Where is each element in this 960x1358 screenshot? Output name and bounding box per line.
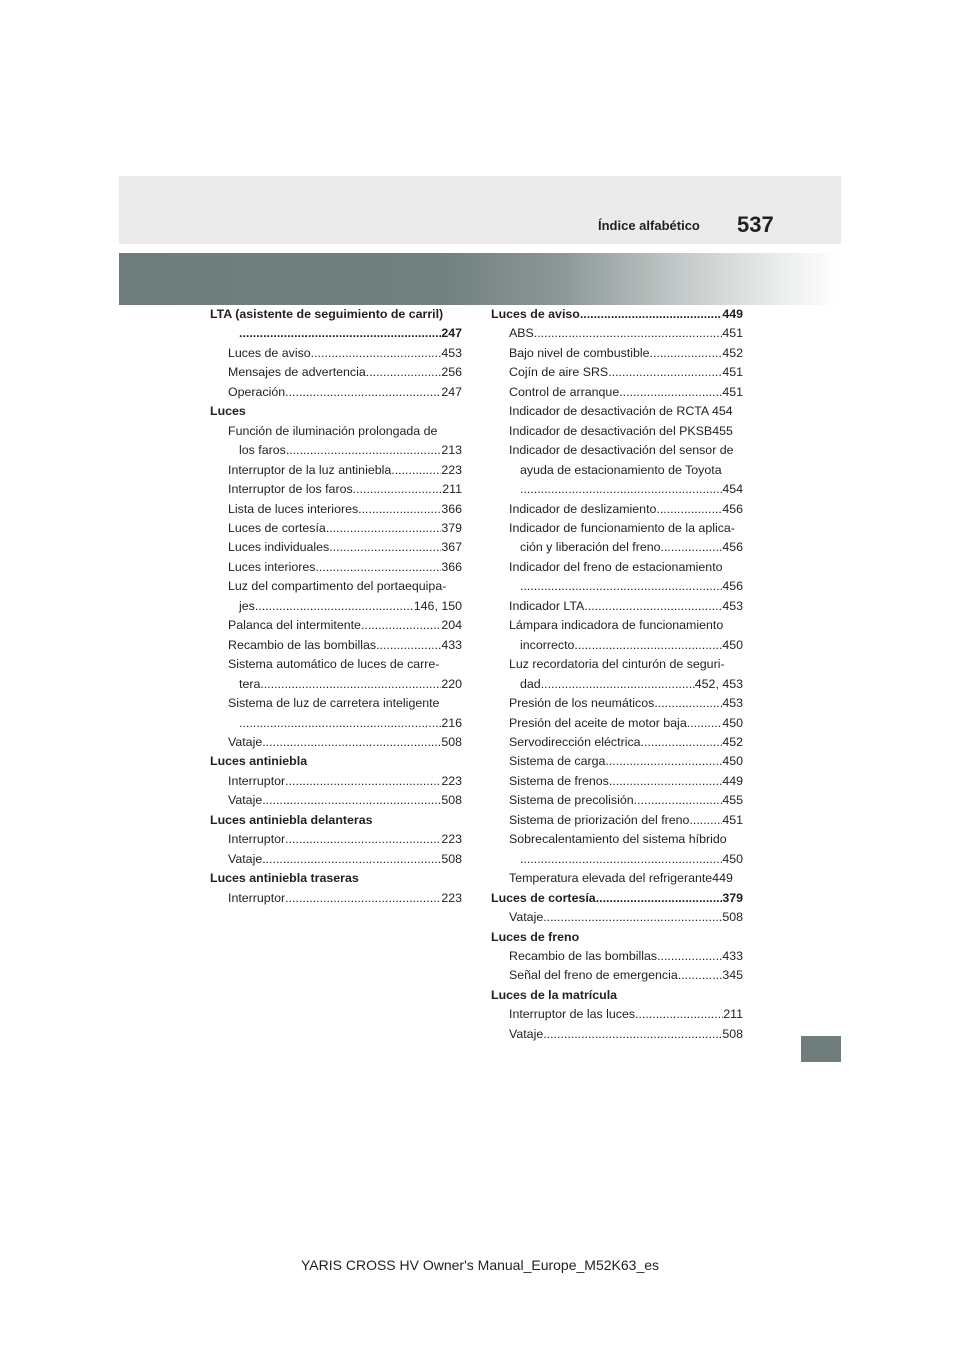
entry-text: Cojín de aire SRS xyxy=(509,365,609,380)
dot-leader xyxy=(654,694,722,713)
page-ref[interactable]: 456 xyxy=(722,540,743,555)
entry-text: Mensajes de advertencia xyxy=(228,365,366,380)
page-footer: YARIS CROSS HV Owner's Manual_Europe_M52K63_es xyxy=(300,1257,660,1273)
page-ref[interactable]: 223 xyxy=(441,890,462,905)
page-ref[interactable]: 223 xyxy=(441,462,462,477)
page-ref[interactable]: 146, 150 xyxy=(413,598,462,613)
entry-text: Interruptor xyxy=(228,773,286,788)
entry-text: incorrecto xyxy=(520,637,575,652)
index-entry[interactable] xyxy=(491,1025,743,1044)
entry-text: Vataje xyxy=(509,1026,544,1041)
dot-leader xyxy=(326,519,442,538)
chapter-thumb-tab[interactable] xyxy=(801,1036,841,1062)
index-entry[interactable] xyxy=(491,966,743,985)
index-entry[interactable] xyxy=(210,850,462,869)
index-entry[interactable] xyxy=(491,694,743,713)
entry-text: dad xyxy=(520,676,541,691)
index-entry[interactable] xyxy=(210,597,462,616)
page-ref[interactable]: 256 xyxy=(441,365,462,380)
page-ref[interactable]: 433 xyxy=(441,637,462,652)
index-entry: Indicador de desactivación del PKSB455 xyxy=(509,423,733,438)
dot-leader xyxy=(285,383,441,402)
dot-leader xyxy=(584,597,722,616)
entry-text: Indicador de deslizamiento xyxy=(509,501,657,516)
dot-leader xyxy=(315,558,441,577)
index-entry: Función de iluminación prolongada de xyxy=(228,423,438,438)
page-ref[interactable]: 508 xyxy=(722,1026,743,1041)
index-entry[interactable] xyxy=(210,441,462,460)
index-heading[interactable] xyxy=(491,305,743,324)
page-ref[interactable]: 247 xyxy=(441,384,462,399)
dot-leader xyxy=(609,772,722,791)
index-entry[interactable] xyxy=(491,714,743,733)
index-entry[interactable] xyxy=(210,714,462,733)
page-ref[interactable]: 452, 453 xyxy=(694,676,743,691)
dot-leader xyxy=(634,791,723,810)
dot-leader xyxy=(262,733,441,752)
page-ref[interactable]: 456 xyxy=(722,579,743,594)
page-ref[interactable]: 454 xyxy=(722,482,743,497)
page-ref[interactable]: 223 xyxy=(441,773,462,788)
page-ref[interactable]: 433 xyxy=(722,948,743,963)
entry-text: Vataje xyxy=(228,734,263,749)
dot-leader xyxy=(657,947,722,966)
index-heading: LTA (asistente de seguimiento de carril) xyxy=(210,307,444,321)
entry-text: Interruptor de los faros xyxy=(228,482,353,497)
entry-text: Bajo nivel de combustible xyxy=(509,345,650,360)
entry-text: Indicador LTA xyxy=(509,598,585,613)
page-ref[interactable]: 451 xyxy=(722,365,743,380)
index-entry: Temperatura elevada del refrigerante449 xyxy=(509,871,733,886)
page-ref[interactable]: 366 xyxy=(441,559,462,574)
page-ref[interactable]: 452 xyxy=(722,734,743,749)
page-ref[interactable]: 453 xyxy=(722,598,743,613)
entry-text: Operación xyxy=(228,384,286,399)
index-entry[interactable] xyxy=(210,500,462,519)
entry-text: Sistema de priorización del freno xyxy=(509,812,690,827)
dot-leader xyxy=(361,616,441,635)
dot-leader xyxy=(687,714,723,733)
entry-text: jes xyxy=(239,598,255,613)
index-entry[interactable] xyxy=(491,538,743,557)
index-heading: Luces de la matrícula xyxy=(491,987,618,1002)
entry-text: Interruptor de la luz antiniebla xyxy=(228,462,392,477)
dot-leader xyxy=(541,675,695,694)
page-ref[interactable]: 451 xyxy=(722,384,743,399)
page-ref[interactable]: 450 xyxy=(722,715,743,730)
dot-leader xyxy=(661,538,723,557)
dot-leader xyxy=(366,363,442,382)
page-ref[interactable]: 453 xyxy=(441,345,462,360)
page-ref[interactable]: 449 xyxy=(722,307,743,321)
dot-leader xyxy=(641,733,723,752)
index-entry[interactable] xyxy=(491,344,743,363)
index-column-left xyxy=(210,305,462,908)
index-entry: Indicador de desactivación de RCTA 454 xyxy=(509,404,733,419)
entry-text: tera xyxy=(239,676,261,691)
index-entry[interactable] xyxy=(210,636,462,655)
index-entry[interactable] xyxy=(210,519,462,538)
dot-leader xyxy=(543,1025,722,1044)
index-heading: Luces xyxy=(210,404,246,419)
index-entry[interactable] xyxy=(491,947,743,966)
index-column-right xyxy=(491,305,743,1044)
section-title: Índice alfabético xyxy=(598,218,700,233)
page-ref[interactable]: 450 xyxy=(722,851,743,866)
dot-leader xyxy=(239,714,441,733)
entry-text: Servodirección eléctrica xyxy=(509,734,641,749)
index-entry[interactable] xyxy=(210,772,462,791)
entry-text: Vataje xyxy=(228,851,263,866)
entry-text: Sistema de precolisión xyxy=(509,793,634,808)
dot-leader xyxy=(262,791,441,810)
dot-leader xyxy=(656,500,722,519)
index-heading: Luces antiniebla xyxy=(210,754,308,769)
index-entry[interactable] xyxy=(491,500,743,519)
entry-text: Sistema de carga xyxy=(509,754,606,769)
index-entry: Indicador del freno de estacionamiento xyxy=(509,559,723,574)
index-entry[interactable] xyxy=(210,830,462,849)
entry-text: Luces de aviso xyxy=(228,345,311,360)
index-entry[interactable] xyxy=(210,889,462,908)
dot-leader xyxy=(285,830,441,849)
dot-leader xyxy=(286,441,441,460)
index-heading: Luces de freno xyxy=(491,929,580,944)
entry-text: Señal del freno de emergencia xyxy=(509,968,678,983)
index-entry[interactable] xyxy=(210,461,462,480)
entry-text: Recambio de las bombillas xyxy=(509,948,658,963)
page-ref[interactable]: 367 xyxy=(441,540,462,555)
entry-text: Interruptor xyxy=(228,832,286,847)
index-entry: Indicador de funcionamiento de la aplica- xyxy=(509,520,735,535)
page-ref[interactable]: 213 xyxy=(441,443,462,458)
page-ref[interactable]: 450 xyxy=(722,754,743,769)
dot-leader xyxy=(650,344,723,363)
page-ref[interactable]: 449 xyxy=(722,773,743,788)
index-heading[interactable] xyxy=(210,324,462,343)
index-entry[interactable] xyxy=(210,363,462,382)
dot-leader xyxy=(596,889,723,908)
dot-leader xyxy=(260,675,441,694)
index-entry[interactable] xyxy=(491,597,743,616)
entry-text: Luces de cortesía xyxy=(491,890,596,905)
page-ref[interactable]: 451 xyxy=(722,326,743,341)
index-entry[interactable] xyxy=(491,480,743,499)
index-entry[interactable] xyxy=(491,733,743,752)
index-entry: Sistema automático de luces de carre- xyxy=(228,657,440,672)
dot-leader xyxy=(358,500,441,519)
dot-leader xyxy=(543,908,722,927)
dot-leader xyxy=(605,752,722,771)
dot-leader xyxy=(678,966,723,985)
dot-leader xyxy=(285,889,441,908)
page-ref[interactable]: 508 xyxy=(441,851,462,866)
index-entry[interactable] xyxy=(491,1005,743,1024)
page-ref[interactable]: 220 xyxy=(441,676,462,691)
header-gradient-bar xyxy=(119,253,841,305)
index-entry[interactable] xyxy=(491,811,743,830)
entry-text: Lista de luces interiores xyxy=(228,501,359,516)
entry-text: los faros xyxy=(239,443,286,458)
index-entry[interactable] xyxy=(210,675,462,694)
dot-leader xyxy=(520,850,722,869)
page-ref[interactable]: 450 xyxy=(722,637,743,652)
dot-leader xyxy=(285,772,441,791)
index-heading[interactable] xyxy=(491,889,743,908)
index-entry[interactable] xyxy=(491,791,743,810)
dot-leader xyxy=(534,324,723,343)
page-ref[interactable]: 456 xyxy=(722,501,743,516)
page-ref[interactable]: 211 xyxy=(442,482,462,497)
entry-text: Presión de los neumáticos xyxy=(509,696,655,711)
index-entry[interactable] xyxy=(210,383,462,402)
dot-leader xyxy=(520,577,722,596)
entry-text: Control de arranque xyxy=(509,384,620,399)
index-entry: Sistema de luz de carretera inteligente xyxy=(228,696,440,711)
dot-leader xyxy=(391,461,441,480)
dot-leader xyxy=(329,538,441,557)
index-entry: Sobrecalentamiento del sistema híbrido xyxy=(509,832,727,847)
index-entry: ayuda de estacionamiento de Toyota xyxy=(520,462,722,477)
dot-leader xyxy=(353,480,443,499)
dot-leader xyxy=(255,597,414,616)
page-ref[interactable]: 508 xyxy=(441,734,462,749)
index-entry[interactable] xyxy=(491,908,743,927)
entry-text: Interruptor de las luces xyxy=(509,1007,636,1022)
entry-text: Luces de cortesía xyxy=(228,520,326,535)
index-entry[interactable] xyxy=(210,733,462,752)
page-ref[interactable]: 508 xyxy=(722,910,743,925)
index-entry[interactable] xyxy=(210,558,462,577)
entry-text: Luces individuales xyxy=(228,540,330,555)
dot-leader xyxy=(262,850,441,869)
index-entry[interactable] xyxy=(491,772,743,791)
header-band xyxy=(119,176,841,244)
entry-text: Sistema de frenos xyxy=(509,773,609,788)
entry-text: Luces de aviso xyxy=(491,307,580,321)
index-entry[interactable] xyxy=(210,538,462,557)
page-ref[interactable]: 453 xyxy=(722,696,743,711)
page-ref[interactable]: 452 xyxy=(722,345,743,360)
dot-leader xyxy=(520,480,722,499)
index-entry[interactable] xyxy=(210,344,462,363)
dot-leader xyxy=(574,636,722,655)
index-entry[interactable] xyxy=(210,791,462,810)
entry-text: Palanca del intermitente xyxy=(228,618,361,633)
page-ref[interactable]: 379 xyxy=(722,890,743,905)
page-ref[interactable]: 345 xyxy=(722,968,743,983)
page-number: 537 xyxy=(737,212,774,237)
dot-leader xyxy=(689,811,722,830)
index-entry[interactable] xyxy=(210,616,462,635)
index-entry[interactable] xyxy=(491,324,743,343)
index-entry[interactable] xyxy=(491,752,743,771)
dot-leader xyxy=(635,1005,723,1024)
entry-text: Presión del aceite de motor baja xyxy=(509,715,687,730)
page-ref[interactable]: 508 xyxy=(441,793,462,808)
entry-text: Recambio de las bombillas xyxy=(228,637,377,652)
index-entry[interactable] xyxy=(491,577,743,596)
index-heading: Luces antiniebla delanteras xyxy=(210,812,373,827)
page-ref[interactable]: 211 xyxy=(723,1007,743,1022)
index-entry[interactable] xyxy=(210,480,462,499)
dot-leader xyxy=(580,305,722,324)
index-entry: Luz recordatoria del cinturón de seguri- xyxy=(509,657,725,672)
dot-leader xyxy=(376,636,441,655)
dot-leader xyxy=(239,324,441,343)
dot-leader xyxy=(619,383,722,402)
index-entry: Indicador de desactivación del sensor de xyxy=(509,443,734,458)
dot-leader xyxy=(608,363,722,382)
index-entry[interactable] xyxy=(491,383,743,402)
page-ref[interactable]: 216 xyxy=(441,715,462,730)
index-heading: Luces antiniebla traseras xyxy=(210,871,359,886)
entry-text: ción y liberación del freno xyxy=(520,540,661,555)
entry-text: Vataje xyxy=(509,910,544,925)
page-ref[interactable]: 366 xyxy=(441,501,462,516)
index-entry[interactable] xyxy=(491,636,743,655)
page-ref[interactable]: 247 xyxy=(441,326,462,341)
dot-leader xyxy=(311,344,442,363)
index-entry[interactable] xyxy=(491,675,743,694)
page-ref[interactable]: 379 xyxy=(441,520,462,535)
index-entry: Luz del compartimento del portaequipa- xyxy=(228,579,447,594)
index-entry: Lámpara indicadora de funcionamiento xyxy=(509,618,724,633)
entry-text: ABS xyxy=(509,326,534,341)
page-ref[interactable]: 451 xyxy=(722,812,743,827)
page-ref[interactable]: 204 xyxy=(441,618,462,633)
entry-text: Luces interiores xyxy=(228,559,316,574)
entry-text: Vataje xyxy=(228,793,263,808)
page-ref[interactable]: 223 xyxy=(441,832,462,847)
entry-text: Interruptor xyxy=(228,890,286,905)
page-ref[interactable]: 455 xyxy=(722,793,743,808)
index-entry[interactable] xyxy=(491,363,743,382)
index-entry[interactable] xyxy=(491,850,743,869)
